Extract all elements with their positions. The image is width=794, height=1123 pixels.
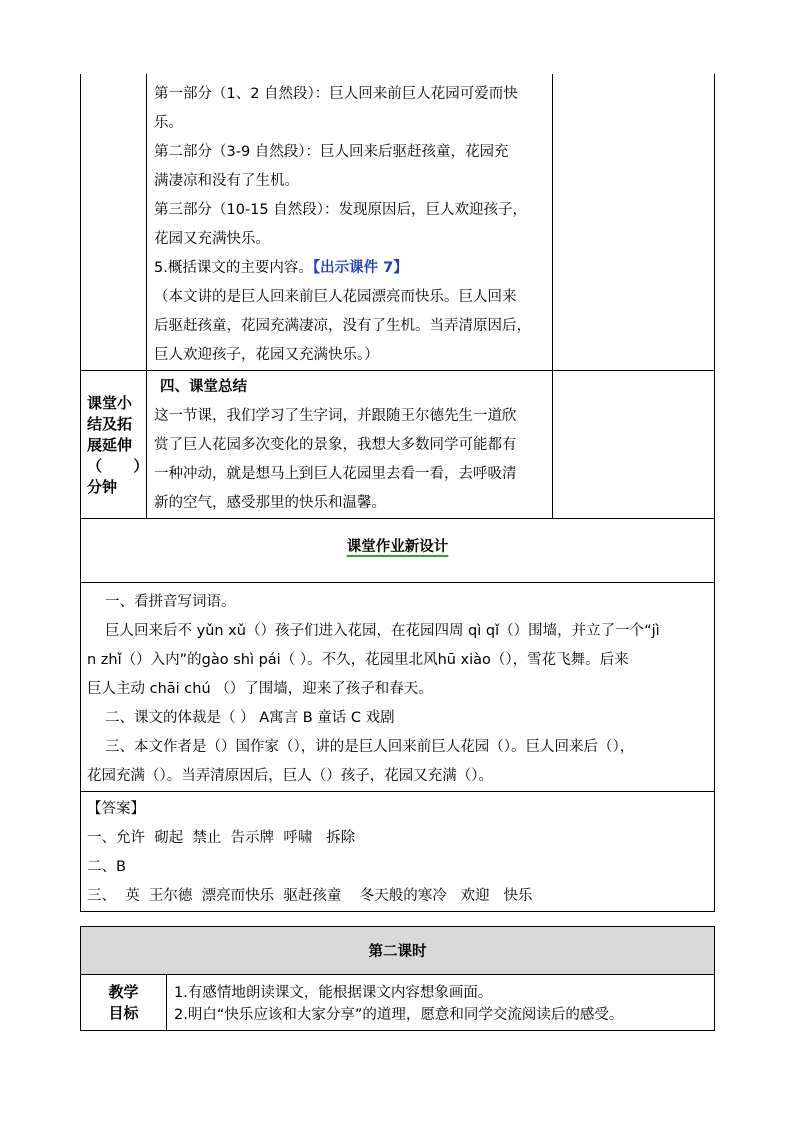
answer-line: 三、 英 王尔德 漂亮而快乐 驱赶孩童 冬天般的寒冷 欢迎 快乐 (87, 888, 533, 904)
goal-line: 1.有感情地朗读课文，能根据课文内容想象画面。 (174, 985, 493, 1001)
summary-line: 这一节课，我们学习了生字词，并跟随王尔德先生一道欣 (154, 408, 517, 424)
exercise-line: 花园充满（）。当弄清原因后，巨人（）孩子，花园又充满（）。 (87, 768, 493, 784)
summary-heading: 四、课堂总结 (160, 379, 247, 395)
structure-line: 满凄凉和没有了生机。 (154, 173, 299, 189)
goal-label-cell (81, 975, 167, 1031)
row1-label-cell (81, 74, 147, 371)
structure-line: 花园又充满快乐。 (154, 231, 270, 247)
second-lesson-title: 第二课时 (368, 944, 427, 960)
row2-content-cell (147, 371, 553, 519)
second-lesson-title-cell (81, 927, 715, 975)
second-lesson-table (80, 926, 715, 1031)
homework-title-cell (81, 519, 715, 583)
structure-row (81, 74, 715, 371)
exercise-line: n zhǐ（）入内”的gào shì pái（ ）。不久，花园里北风hū xiào（），雪花飞舞。后来 (87, 652, 629, 668)
row2-label-line: 结及拓 (87, 415, 133, 433)
second-lesson-title-row (81, 927, 715, 975)
structure-line: 乐。 (154, 115, 183, 131)
homework-title-row (81, 519, 715, 583)
goal-content-cell (167, 975, 715, 1031)
exercise-row (81, 583, 715, 792)
goal-label-line: 教学 (108, 983, 139, 1001)
summary-task-text: 5.概括课文的主要内容。 (154, 260, 313, 276)
goal-label-line: 目标 (108, 1004, 139, 1022)
exercise-line: 一、看拼音写词语。 (105, 594, 236, 610)
summary-line: 一种冲动，就是想马上到巨人花园里去看一看，去呼吸清 (154, 466, 517, 482)
row2-label-line: 课堂小 (87, 394, 133, 412)
structure-line: 第一部分（1、2 自然段）：巨人回来前巨人花园可爱而快 (154, 86, 518, 102)
lesson-table (80, 74, 715, 912)
summary-answer-line: 后驱赶孩童，花园充满凄凉，没有了生机。当弄清原因后， (154, 318, 531, 334)
summary-answer-line: （本文讲的是巨人回来前巨人花园漂亮而快乐。巨人回来 (154, 289, 517, 305)
structure-line: 第三部分（10-15 自然段）：发现原因后，巨人欢迎孩子， (154, 202, 527, 218)
summary-row (81, 371, 715, 519)
exercise-line: 巨人回来后不 yǔn xǔ（）孩子们进入花园，在花园四周 qì qǐ（）围墙，并立了一个“jì (105, 623, 660, 639)
row2-label-unit: 分钟 (87, 478, 118, 496)
answer-line: 一、允许 砌起 禁止 告示牌 呼啸 拆除 (87, 830, 356, 846)
exercise-line: 二、课文的体裁是（ ） A寓言 B 童话 C 戏剧 (105, 710, 395, 726)
homework-title: 课堂作业新设计 (346, 539, 449, 555)
structure-line: 第二部分（3-9 自然段）：巨人回来后驱赶孩童，花园充 (154, 144, 509, 160)
goal-row (81, 975, 715, 1031)
summary-line: 赏了巨人花园多次变化的景象，我想大多数同学可能都有 (154, 437, 517, 453)
answer-row (81, 792, 715, 912)
answer-title: 【答案】 (87, 801, 145, 817)
courseware-link[interactable]: 【出示课件 7】 (312, 260, 408, 276)
row2-label-line: 展延伸 (87, 436, 133, 454)
exercise-cell (81, 583, 715, 792)
summary-line: 新的空气，感受那里的快乐和温馨。 (154, 495, 386, 511)
answer-line: 二、B (87, 859, 126, 875)
goal-line: 2.明白“快乐应该和大家分享”的道理，愿意和同学交流阅读后的感受。 (174, 1007, 624, 1023)
row2-notes-cell (553, 371, 715, 519)
row1-content-cell (147, 74, 553, 371)
summary-task-line (154, 254, 552, 283)
row1-notes-cell (553, 74, 715, 371)
summary-answer-line: 巨人欢迎孩子，花园又充满快乐。） (154, 347, 379, 363)
exercise-line: 巨人主动 chāi chú （）了围墙，迎来了孩子和春天。 (87, 681, 433, 697)
answer-cell (81, 792, 715, 912)
row2-label-paren: （ ） (87, 457, 149, 475)
row2-label-cell (81, 371, 147, 519)
exercise-line: 三、本文作者是（）国作家（），讲的是巨人回来前巨人花园（）。巨人回来后（）， (105, 739, 635, 755)
